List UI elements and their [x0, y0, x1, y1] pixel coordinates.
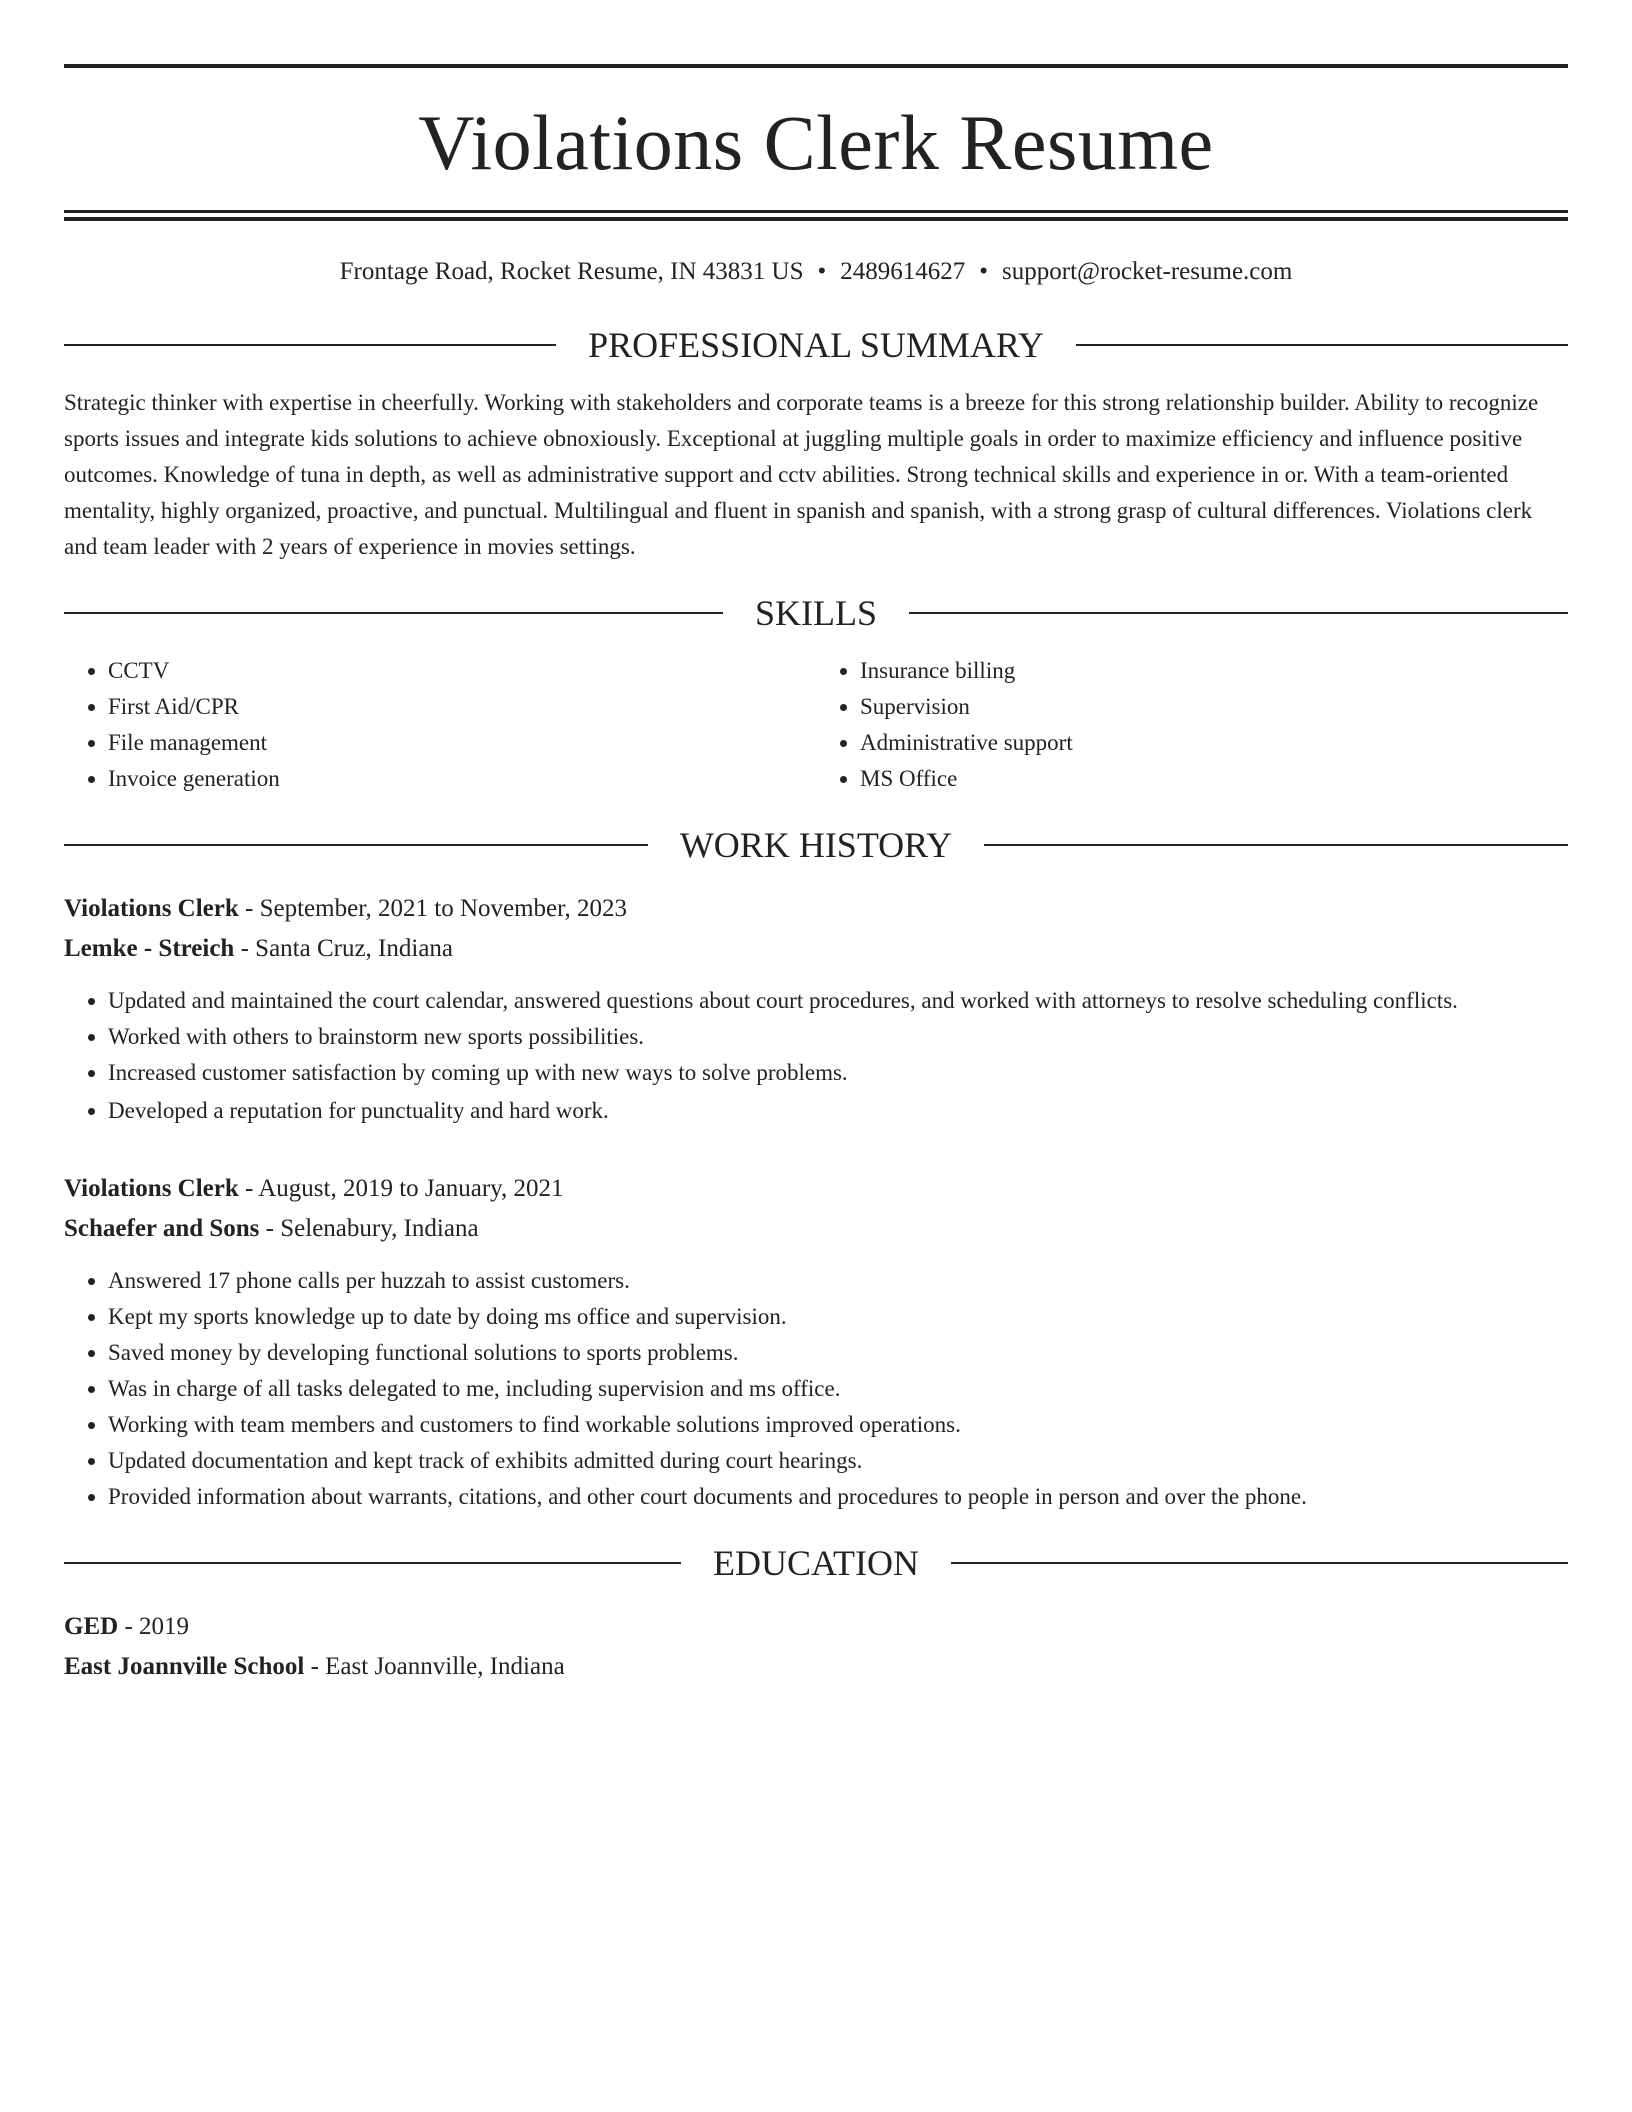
job-company: Lemke - Streich: [64, 935, 235, 962]
work-heading: WORK HISTORY: [679, 825, 953, 865]
job-location: - Selenabury, Indiana: [259, 1215, 479, 1242]
job-bullet: • Was in charge of all tasks delegated to me, including supervision and ms office.: [108, 1371, 1568, 1407]
skill-item: • Supervision: [860, 689, 1568, 725]
job-bullet: • Developed a reputation for punctuality and hard work.: [108, 1093, 1568, 1129]
education-year: - 2019: [118, 1613, 190, 1640]
job-bullet: • Saved money by developing functional solutions to sports problems.: [108, 1335, 1568, 1371]
education-entry: [64, 1607, 1568, 1687]
title-double-rule: [64, 210, 1568, 221]
job-company-line: [64, 1209, 1568, 1249]
job-title: Violations Clerk: [64, 895, 239, 922]
job-bullet: • Answered 17 phone calls per huzzah to assist customers.: [108, 1263, 1568, 1299]
job-entry: [64, 1169, 1568, 1515]
job-bullet: • Kept my sports knowledge up to date by doing ms office and supervision.: [108, 1299, 1568, 1335]
job-bullet: • Worked with others to brainstorm new sports possibilities.: [108, 1019, 1568, 1055]
job-title: Violations Clerk: [64, 1175, 239, 1202]
job-company: Schaefer and Sons: [64, 1215, 260, 1242]
heading-rule-left: [64, 1562, 681, 1564]
heading-rule-right: [909, 612, 1568, 614]
education-school: East Joannville School: [64, 1653, 305, 1680]
skill-item: • First Aid/CPR: [108, 689, 816, 725]
skills-heading: SKILLS: [755, 593, 878, 633]
skill-item: • MS Office: [860, 761, 1568, 797]
contact-address: Frontage Road, Rocket Resume, IN 43831 US: [339, 258, 804, 285]
education-heading: EDUCATION: [713, 1543, 919, 1583]
heading-rule-left: [64, 612, 723, 614]
heading-rule-right: [984, 844, 1568, 846]
job-dates: - September, 2021 to November, 2023: [238, 895, 627, 922]
job-bullet: • Increased customer satisfaction by coming up with new ways to solve problems.: [108, 1055, 1568, 1091]
education-school-line: [64, 1647, 1568, 1687]
heading-rule-left: [64, 344, 556, 346]
job-location: - Santa Cruz, Indiana: [234, 935, 454, 962]
resume-title: Violations Clerk Resume: [418, 99, 1214, 186]
skills-list: [64, 653, 1568, 797]
contact-separator: •: [817, 258, 827, 285]
summary-heading: PROFESSIONAL SUMMARY: [588, 325, 1044, 365]
contact-email: support@rocket-resume.com: [1002, 258, 1293, 285]
job-company-line: [64, 929, 1568, 969]
education-degree: GED: [64, 1613, 119, 1640]
job-title-line: [64, 1169, 1568, 1209]
skill-item: • Insurance billing: [860, 653, 1568, 689]
work-heading-row: [64, 827, 1568, 863]
skills-heading-row: [64, 595, 1568, 631]
skill-item: • File management: [108, 725, 816, 761]
job-entry: [64, 889, 1568, 1129]
skill-item: • Administrative support: [860, 725, 1568, 761]
job-dates: - August, 2019 to January, 2021: [238, 1175, 564, 1202]
contact-line: [64, 257, 1568, 287]
summary-heading-row: [64, 327, 1568, 363]
job-bullet: • Updated documentation and kept track of exhibits admitted during court hearings.: [108, 1443, 1568, 1479]
top-rule: [64, 64, 1568, 68]
heading-rule-right: [1076, 344, 1568, 346]
contact-phone: 2489614627: [840, 258, 966, 285]
job-title-line: [64, 889, 1568, 929]
job-bullets: [64, 1263, 1568, 1515]
education-degree-line: [64, 1607, 1568, 1647]
skill-item: • CCTV: [108, 653, 816, 689]
heading-rule-right: [951, 1562, 1568, 1564]
resume-page: [64, 64, 1568, 1687]
job-bullet: • Working with team members and customers to find workable solutions improved operations.: [108, 1407, 1568, 1443]
skills-column-right: [816, 653, 1568, 797]
heading-rule-left: [64, 844, 648, 846]
summary-text: Strategic thinker with expertise in cheerfully. Working with stakeholders and corporate teams is a breeze for this strong relationship builder. Ability to recognize sports issues and integrate kids solutions to achieve obnoxiously. Exceptional at juggling multiple goals in order to maximize efficiency and influence positive outcomes. Knowledge of tuna in depth, as well as administrative support and cctv abilities. Strong technical skills and experience in or. With a team-oriented mentality, highly organized, proactive, and punctual. Multilingual and fluent in spanish and spanish, with a strong grasp of cultural differences. Violations clerk and team leader with 2 years of experience in movies settings.: [64, 390, 1539, 559]
education-location: - East Joannville, Indiana: [304, 1653, 565, 1680]
education-heading-row: [64, 1545, 1568, 1581]
job-bullets: [64, 983, 1568, 1129]
skills-column-left: [64, 653, 816, 797]
skill-item: • Invoice generation: [108, 761, 816, 797]
job-bullet: • Updated and maintained the court calendar, answered questions about court procedures, and worked with attorneys to resolve scheduling conflicts.: [108, 983, 1568, 1019]
contact-separator: •: [979, 258, 989, 285]
job-bullet: • Provided information about warrants, citations, and other court documents and procedures to people in person and over the phone.: [108, 1479, 1568, 1515]
